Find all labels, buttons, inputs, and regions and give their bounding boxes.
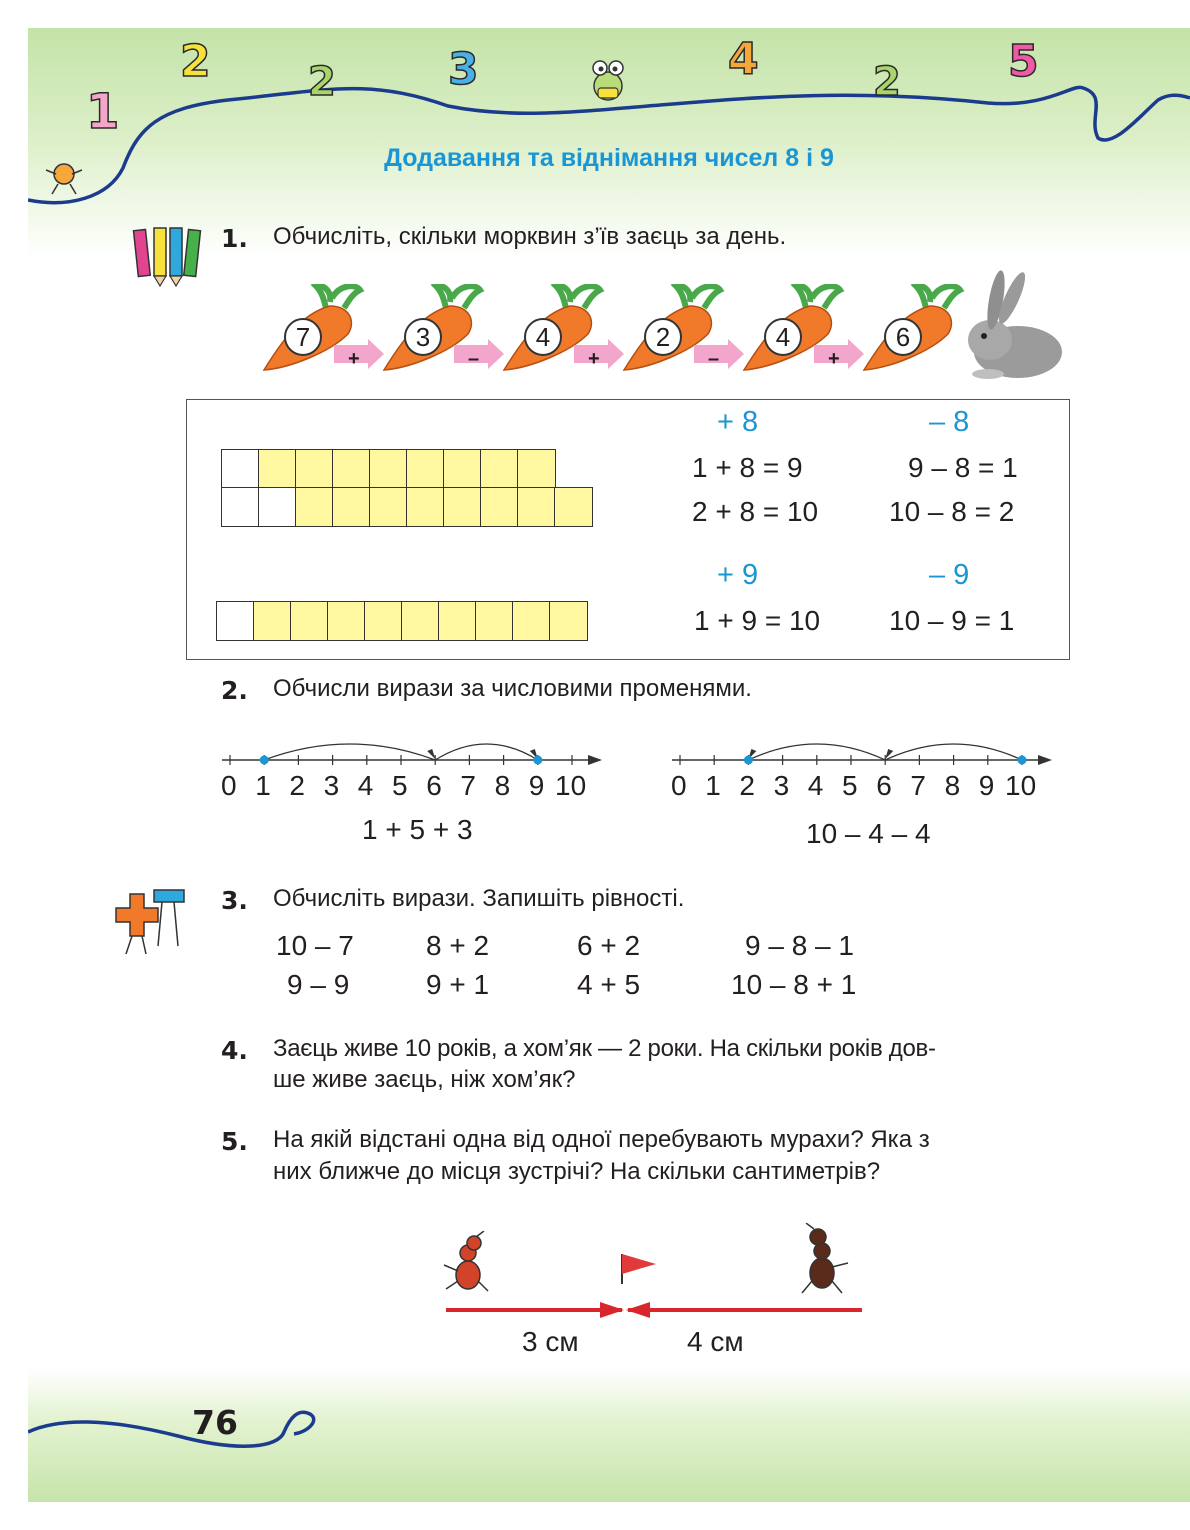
- operator-2-wrap: [454, 339, 504, 369]
- tick-label: 10: [1005, 770, 1037, 801]
- operator-2: –: [468, 348, 480, 370]
- ten-frame-cell: [401, 601, 440, 641]
- digit-character-3: 3: [448, 44, 479, 95]
- distance-arrows: [444, 1298, 864, 1322]
- tick-label: 2: [739, 770, 755, 801]
- carrot-6-number: 6: [884, 318, 922, 356]
- flag-icon: [618, 1250, 662, 1286]
- axis-arrowhead: [588, 755, 602, 765]
- highlight-dot: [533, 756, 542, 765]
- left-distance-label: 3 см: [522, 1326, 579, 1357]
- hare-image: [958, 270, 1070, 382]
- digit-character-2c: 2: [873, 59, 901, 105]
- jump-arc: [264, 744, 435, 760]
- ten-frame-cell: [480, 449, 519, 489]
- tick-label: 6: [876, 770, 892, 801]
- plus-9-heading: + 9: [717, 559, 759, 591]
- expression-3-2: 8 + 2: [426, 930, 490, 961]
- operator-3: +: [588, 348, 600, 370]
- task-2-text: Обчисли вирази за числовими променями.: [273, 675, 752, 702]
- tick-label: 0: [671, 770, 687, 801]
- ten-frame-cell: [295, 449, 334, 489]
- ten-frame-cell: [369, 449, 408, 489]
- expression-3-8: 10 – 8 + 1: [731, 969, 857, 1000]
- lesson-title: Додавання та віднімання чисел 8 і 9: [384, 144, 834, 172]
- digit-character-5: 5: [1008, 36, 1039, 87]
- task-2-number: 2.: [221, 676, 248, 705]
- ten-frame-cell: [290, 601, 329, 641]
- ten-frame-cell: [517, 449, 556, 489]
- ten-frame-cell: [475, 601, 514, 641]
- tick-label: 1: [705, 770, 721, 801]
- ten-frame-cell: [332, 449, 371, 489]
- ant-left-icon: [438, 1231, 494, 1293]
- task-3-number: 3.: [221, 886, 248, 915]
- equation-plus9-1: 1 + 9 = 10: [694, 605, 821, 636]
- digit-character-4: 4: [728, 34, 759, 85]
- ten-frame-cell: [332, 487, 371, 527]
- footer-wave-line: [28, 1388, 328, 1458]
- equation-minus8-2: 10 – 8 = 2: [889, 496, 1015, 527]
- digit-character-2b: 2: [308, 59, 336, 105]
- ten-frame-cell: [295, 487, 334, 527]
- number-line-right: [668, 726, 1058, 776]
- ten-frame-cell: [512, 601, 551, 641]
- tick-label: 8: [494, 770, 511, 801]
- tick-label: 6: [426, 770, 442, 801]
- tick-label: 2: [289, 770, 305, 801]
- ten-frame-cell: [221, 487, 260, 527]
- expression-3-6: 9 + 1: [426, 969, 490, 1000]
- expression-3-4: 9 – 8 – 1: [745, 930, 854, 961]
- carrot-2-number: 3: [404, 318, 442, 356]
- task-3-text: Обчисліть вирази. Запишіть рівності.: [273, 885, 685, 912]
- ten-frame-row-2: [221, 487, 591, 527]
- ten-frame-cell: [480, 487, 519, 527]
- operator-5-wrap: [814, 339, 864, 369]
- highlight-dot: [1018, 756, 1027, 765]
- ten-frame-cell: [517, 487, 556, 527]
- operator-3-wrap: [574, 339, 624, 369]
- highlight-dot: [260, 756, 269, 765]
- ten-frame-cell: [443, 449, 482, 489]
- ten-frame-cell: [364, 601, 403, 641]
- tick-label: 5: [392, 770, 408, 801]
- equation-plus8-1: 1 + 8 = 9: [692, 452, 803, 483]
- operator-4: –: [708, 348, 720, 370]
- task-5-line-1: На якій відстані одна від одної перебувають мурахи? Яка з: [273, 1126, 930, 1153]
- task-4-line-1: Заєць живе 10 років, а хом’як — 2 роки. На скільки років дов-: [273, 1035, 936, 1062]
- ten-frame-box: [186, 399, 1070, 660]
- operator-5: +: [828, 348, 840, 370]
- ten-frame-cell: [406, 487, 445, 527]
- number-line-left: [218, 726, 608, 776]
- ten-frame-cell: [258, 449, 297, 489]
- ten-frame-cell: [369, 487, 408, 527]
- digit-character-1: 1: [86, 84, 120, 140]
- tick-label: 0: [221, 770, 237, 801]
- tick-label: 4: [357, 770, 374, 801]
- tick-label: 10: [555, 770, 587, 801]
- ten-frame-cell: [327, 601, 366, 641]
- tick-label: 5: [842, 770, 858, 801]
- jump-arc: [435, 744, 538, 760]
- axis-arrowhead: [1038, 755, 1052, 765]
- carrot-6-label-wrap: [860, 284, 970, 374]
- carrot-3-number: 4: [524, 318, 562, 356]
- plus-8-heading: + 8: [717, 406, 759, 438]
- tick-label: 3: [773, 770, 790, 801]
- task-4-number: 4.: [221, 1036, 248, 1065]
- ten-frame-cell: [406, 449, 445, 489]
- ten-frame-cell: [258, 487, 297, 527]
- ten-frame-row-3: [216, 601, 586, 641]
- minus-8-heading: – 8: [929, 406, 970, 438]
- expression-right: 10 – 4 – 4: [806, 818, 931, 849]
- page-number: 76: [192, 1403, 238, 1442]
- pencils-icon: [130, 224, 212, 290]
- digit-character-2: 2: [180, 36, 211, 87]
- carrot-5-number: 4: [764, 318, 802, 356]
- ten-frame-cell: [221, 449, 260, 489]
- task-4-line-2: ше живе заєць, ніж хом’як?: [273, 1066, 576, 1093]
- tick-label: 7: [460, 770, 476, 801]
- ten-frame-cell: [549, 601, 588, 641]
- tick-label: 7: [910, 770, 926, 801]
- tick-label: 9: [978, 770, 995, 801]
- operator-1: +: [348, 348, 360, 370]
- expression-left: 1 + 5 + 3: [362, 814, 473, 845]
- plus-minus-characters-icon: [114, 884, 194, 958]
- tick-label: 1: [255, 770, 271, 801]
- equation-plus8-2: 2 + 8 = 10: [692, 496, 819, 527]
- ten-frame-cell: [554, 487, 593, 527]
- tick-label: 3: [323, 770, 340, 801]
- task-5-line-2: них ближче до місця зустрічі? На скільки сантиметрів?: [273, 1158, 881, 1185]
- task-5-number: 5.: [221, 1127, 248, 1156]
- ten-frame-cell: [443, 487, 482, 527]
- carrot-1-number: 7: [284, 318, 322, 356]
- expression-3-1: 10 – 7: [276, 930, 354, 961]
- frog-character-icon: [583, 54, 633, 110]
- ten-frame-row-1: [221, 449, 554, 489]
- operator-4-wrap: [694, 339, 744, 369]
- ant-right-icon: [792, 1223, 854, 1295]
- expression-3-3: 6 + 2: [577, 930, 641, 961]
- right-distance-label: 4 см: [687, 1326, 744, 1357]
- tick-label: 4: [807, 770, 824, 801]
- expression-3-7: 4 + 5: [577, 969, 641, 1000]
- equation-minus8-1: 9 – 8 = 1: [908, 452, 1018, 483]
- ten-frame-cell: [216, 601, 255, 641]
- highlight-dot: [744, 756, 753, 765]
- operator-1-wrap: [334, 339, 384, 369]
- tick-label: 8: [944, 770, 961, 801]
- tick-label: 9: [528, 770, 545, 801]
- carrot-4-number: 2: [644, 318, 682, 356]
- ten-frame-cell: [438, 601, 477, 641]
- task-1-text: Обчисліть, скільки морквин з’їв заєць за день.: [273, 223, 787, 250]
- equation-minus9-1: 10 – 9 = 1: [889, 605, 1015, 636]
- expression-3-5: 9 – 9: [287, 969, 350, 1000]
- ten-frame-cell: [253, 601, 292, 641]
- task-1-number: 1.: [221, 224, 248, 253]
- minus-9-heading: – 9: [929, 559, 970, 591]
- textbook-page: [28, 28, 1190, 1502]
